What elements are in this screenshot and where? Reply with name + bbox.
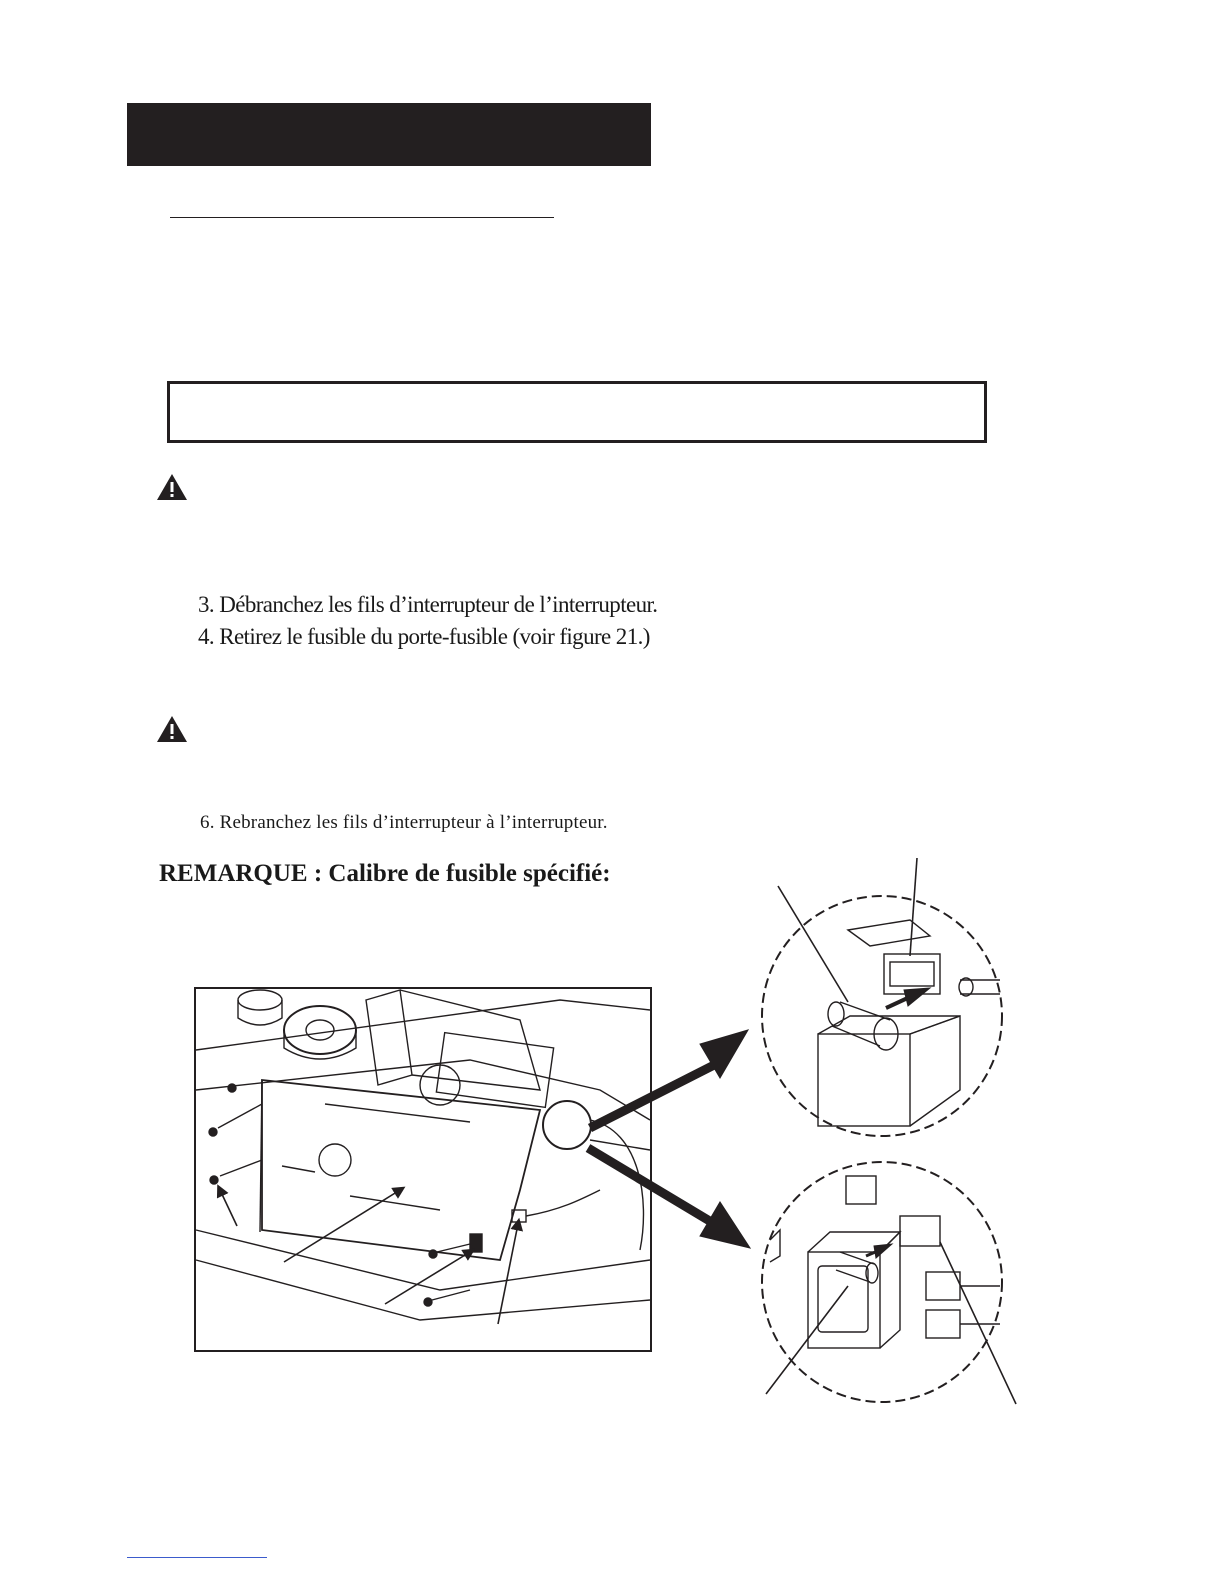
detail-pointer-arrows bbox=[588, 1030, 750, 1248]
fuse-direction-arrow-lower bbox=[866, 1244, 892, 1258]
fuse-direction-arrow-upper bbox=[886, 988, 930, 1008]
lower-callout-lines bbox=[766, 1242, 1016, 1404]
heater-panel-view bbox=[195, 988, 651, 1351]
fuse-detail-lower bbox=[762, 1162, 1002, 1402]
step-6-text: 6. Rebranchez les fils d’interrupteur à l’interrupteur. bbox=[200, 812, 608, 833]
fuse-rating-note: REMARQUE : Calibre de fusible spécifié: bbox=[159, 860, 611, 887]
fuse-detail-upper bbox=[762, 896, 1002, 1136]
step-3-text: 3. Débranchez les fils d’interrupteur de l’interrupteur. bbox=[198, 592, 658, 617]
footer-link-rule bbox=[127, 1557, 267, 1558]
step-4-text: 4. Retirez le fusible du porte-fusible (voir figure 21.) bbox=[198, 624, 650, 649]
